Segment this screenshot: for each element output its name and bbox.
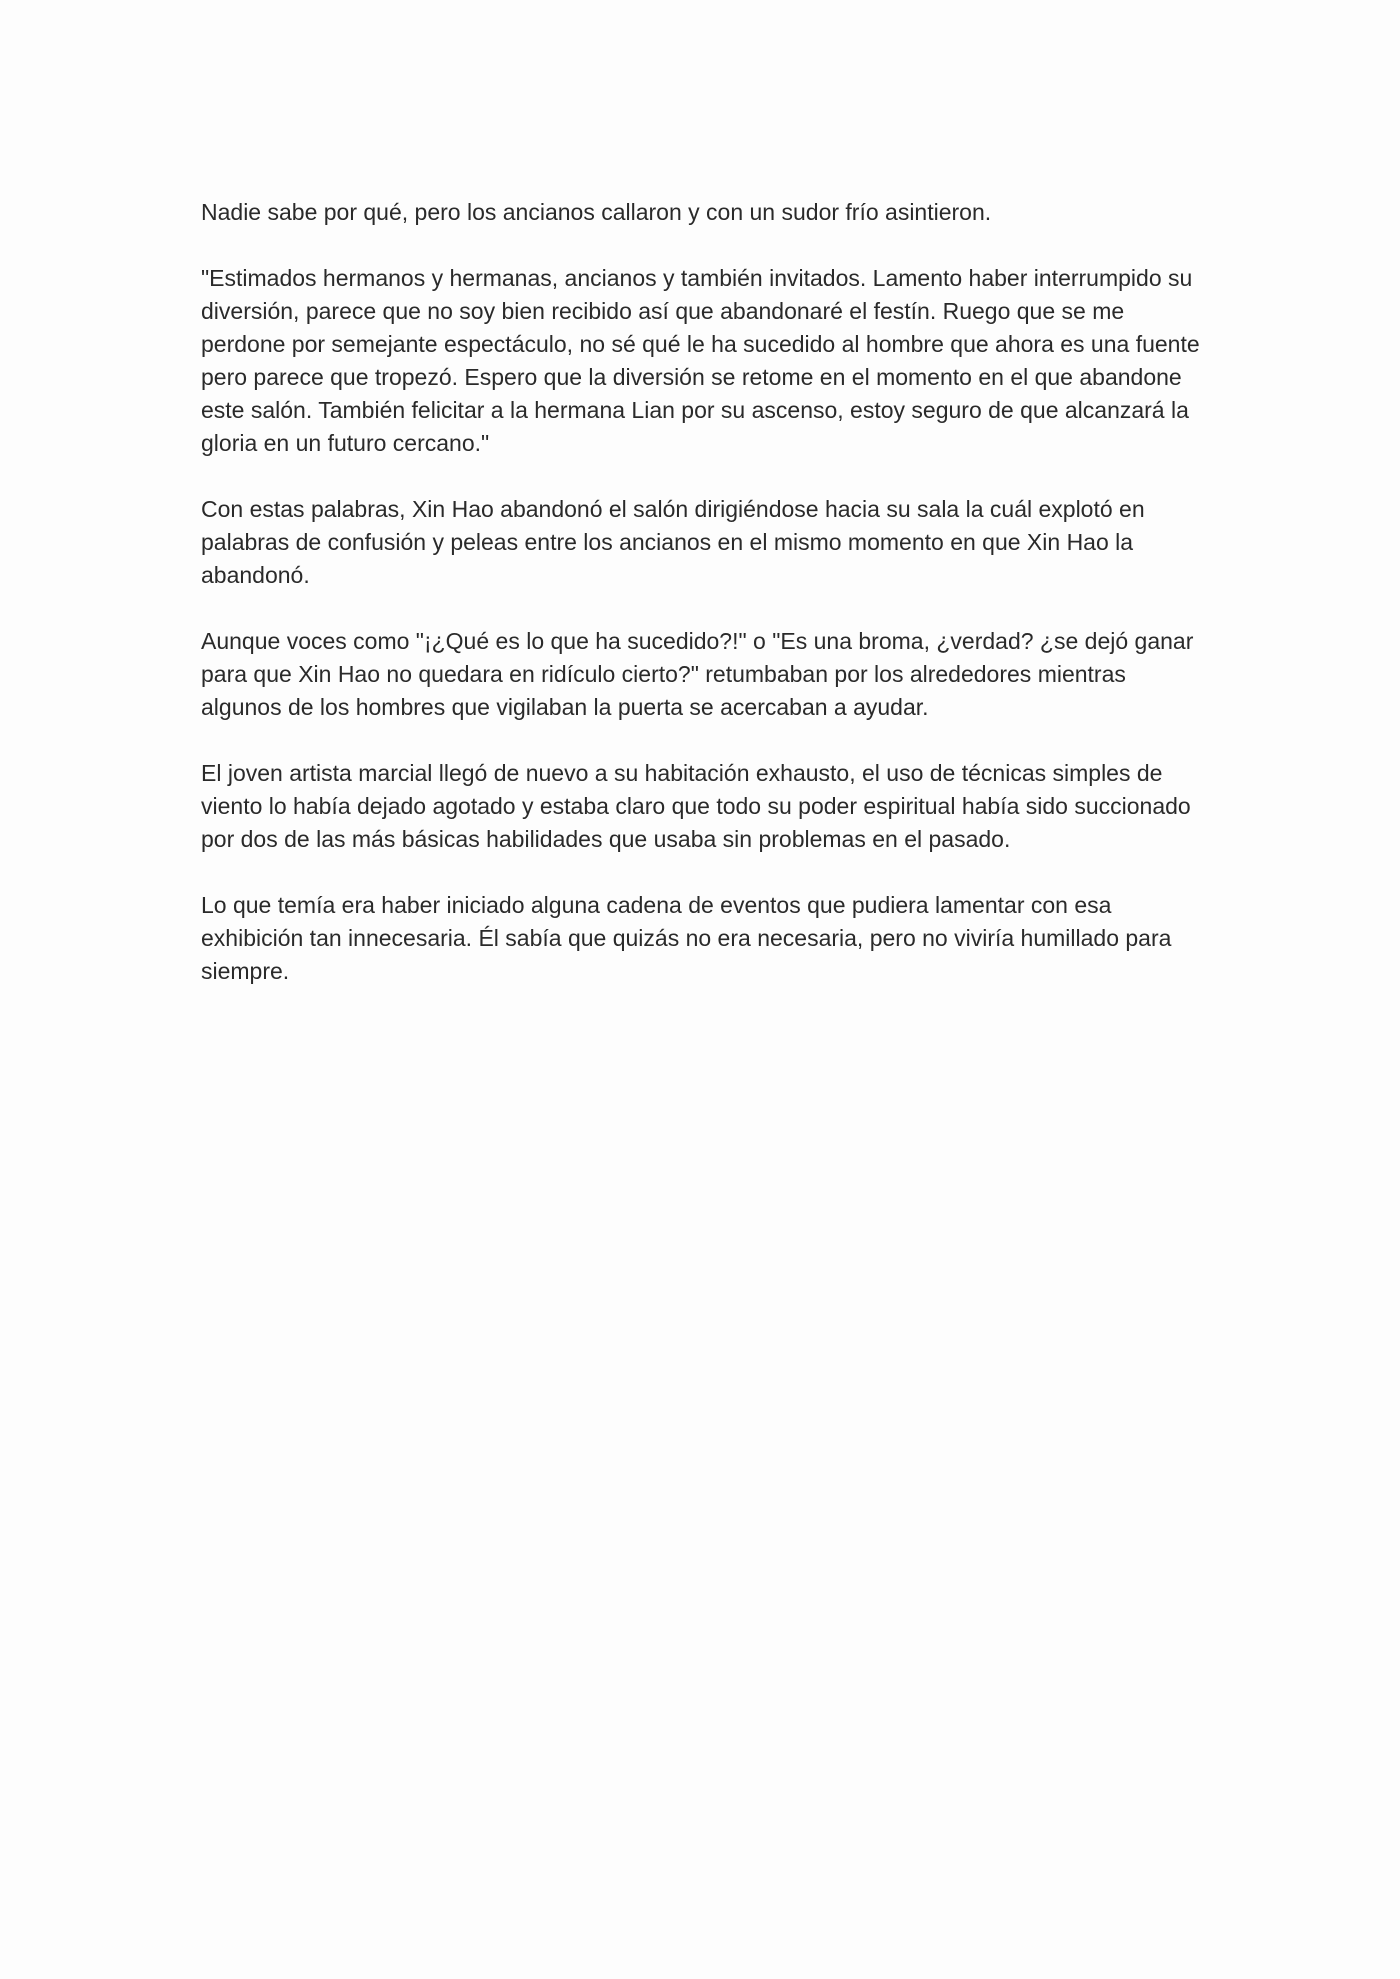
paragraph-6: Lo que temía era haber iniciado alguna cadena de eventos que pudiera lamentar con esa exhibición tan innecesaria. Él sabía que quizás no era necesaria, pero no viviría humillado para siempre. — [201, 892, 1172, 984]
paragraph-1: Nadie sabe por qué, pero los ancianos callaron y con un sudor frío asintieron. — [201, 199, 992, 225]
paragraph-4: Aunque voces como "¡¿Qué es lo que ha sucedido?!" o "Es una broma, ¿verdad? ¿se dejó ganar para que Xin Hao no quedara en ridículo cierto?" retumbaban por los alrededores mientras algunos de los hombres que vigilaban la puerta se acercaban a ayudar. — [201, 628, 1194, 720]
paragraph-3: Con estas palabras, Xin Hao abandonó el salón dirigiéndose hacia su sala la cuál explotó en palabras de confusión y peleas entre los ancianos en el mismo momento en que Xin Hao la abandonó. — [201, 496, 1145, 588]
paragraph-2: "Estimados hermanos y hermanas, ancianos y también invitados. Lamento haber interrumpido su diversión, parece que no soy bien recibido así que abandonaré el festín. Ruego que se me perdone por semejante espectáculo, no sé qué le ha sucedido al hombre que ahora es una fuente pero parece que tropezó. Espero que la diversión se retome en el momento en el que abandone este salón. También felicitar a la hermana Lian por su ascenso, estoy seguro de que alcanzará la gloria en un futuro cercano." — [201, 265, 1200, 456]
paragraph-5: El joven artista marcial llegó de nuevo a su habitación exhausto, el uso de técnicas simples de viento lo había dejado agotado y estaba claro que todo su poder espiritual había sido succionado por dos de las más básicas habilidades que usaba sin problemas en el pasado. — [201, 760, 1191, 852]
document-body — [201, 196, 1211, 1021]
